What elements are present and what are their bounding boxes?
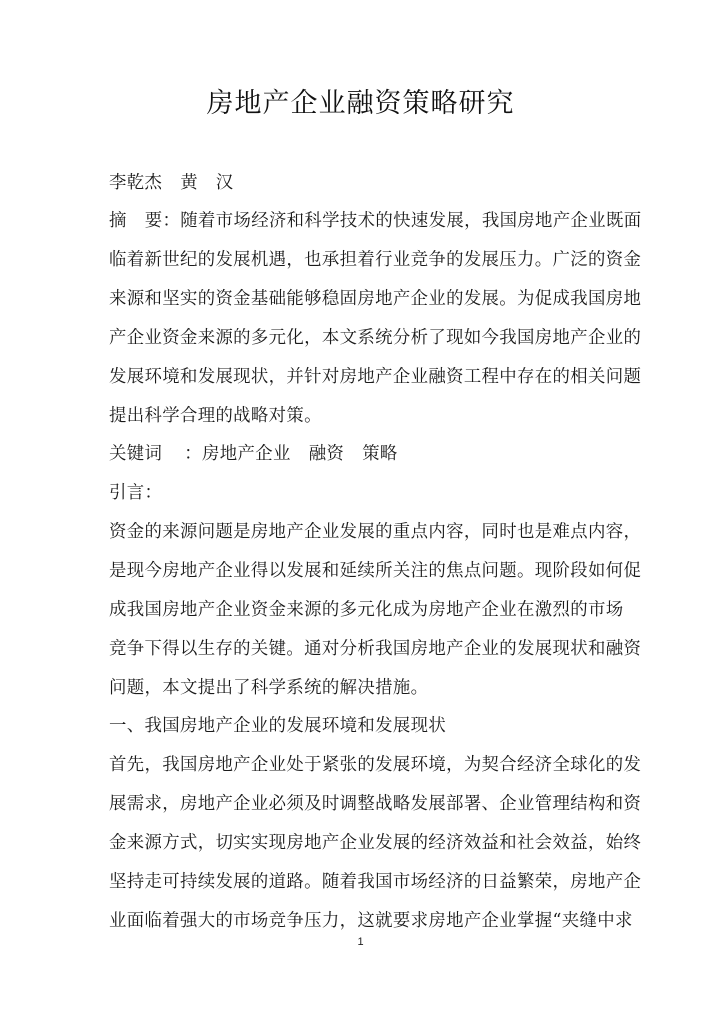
author-line bbox=[109, 171, 614, 195]
document-title: 房地产企业融资策略研究 bbox=[206, 88, 515, 119]
section-line: 业面临着强大的市场竞争压力，这就要求房地产企业掌握“夹缝中求 bbox=[109, 911, 633, 931]
keyword: 策略 bbox=[362, 444, 398, 464]
keywords-label: 关键词 bbox=[109, 444, 163, 464]
intro-line: 是现今房地产企业得以发展和延续所关注的焦点问题。现阶段如何促 bbox=[109, 561, 642, 581]
abstract-text: 随着市场经济和科学技术的快速发展，我国房地产企业既面 bbox=[180, 211, 642, 231]
intro-line: 成我国房地产企业资金来源的多元化成为房地产企业在激烈的市场 bbox=[109, 600, 624, 620]
intro-line: 竞争下得以生存的关键。通对分析我国房地产企业的发展现状和融资 bbox=[109, 639, 642, 659]
intro-heading: 引言： bbox=[109, 483, 163, 503]
keyword: 融资 bbox=[308, 444, 345, 464]
keyword: 房地产企业 bbox=[201, 444, 291, 464]
section-line: 金来源方式，切实实现房地产企业发展的经济效益和社会效益，始终 bbox=[109, 833, 642, 853]
intro-line: 资金的来源问题是房地产企业发展的重点内容，同时也是难点内容， bbox=[109, 522, 642, 542]
abstract-label: 摘 要： bbox=[109, 211, 181, 231]
abstract-line: 临着新世纪的发展机遇，也承担着行业竞争的发展压力。广泛的资金 bbox=[109, 250, 642, 270]
author-name: 李乾杰 bbox=[109, 173, 163, 193]
author-name: 黄 汉 bbox=[180, 173, 234, 193]
keywords-line bbox=[109, 442, 614, 466]
abstract-line: 提出科学合理的战略对策。 bbox=[109, 406, 322, 426]
abstract-line bbox=[109, 209, 642, 233]
abstract-line: 产企业资金来源的多元化，本文系统分析了现如今我国房地产企业的 bbox=[109, 328, 642, 348]
section-line: 坚持走可持续发展的道路。随着我国市场经济的日益繁荣，房地产企 bbox=[109, 872, 642, 892]
abstract-line: 来源和坚实的资金基础能够稳固房地产企业的发展。为促成我国房地 bbox=[109, 289, 642, 309]
section-line: 首先，我国房地产企业处于紧张的发展环境，为契合经济全球化的发 bbox=[109, 755, 642, 775]
section-line: 展需求，房地产企业必须及时调整战略发展部署、企业管理结构和资 bbox=[109, 794, 642, 814]
page-number: 1 bbox=[357, 936, 364, 948]
intro-line: 问题，本文提出了科学系统的解决措施。 bbox=[109, 678, 429, 698]
section-heading: 一、我国房地产企业的发展环境和发展现状 bbox=[109, 716, 447, 736]
keywords-colon: ： bbox=[184, 444, 202, 464]
abstract-line: 发展环境和发展现状，并针对房地产企业融资工程中存在的相关问题 bbox=[109, 367, 642, 387]
